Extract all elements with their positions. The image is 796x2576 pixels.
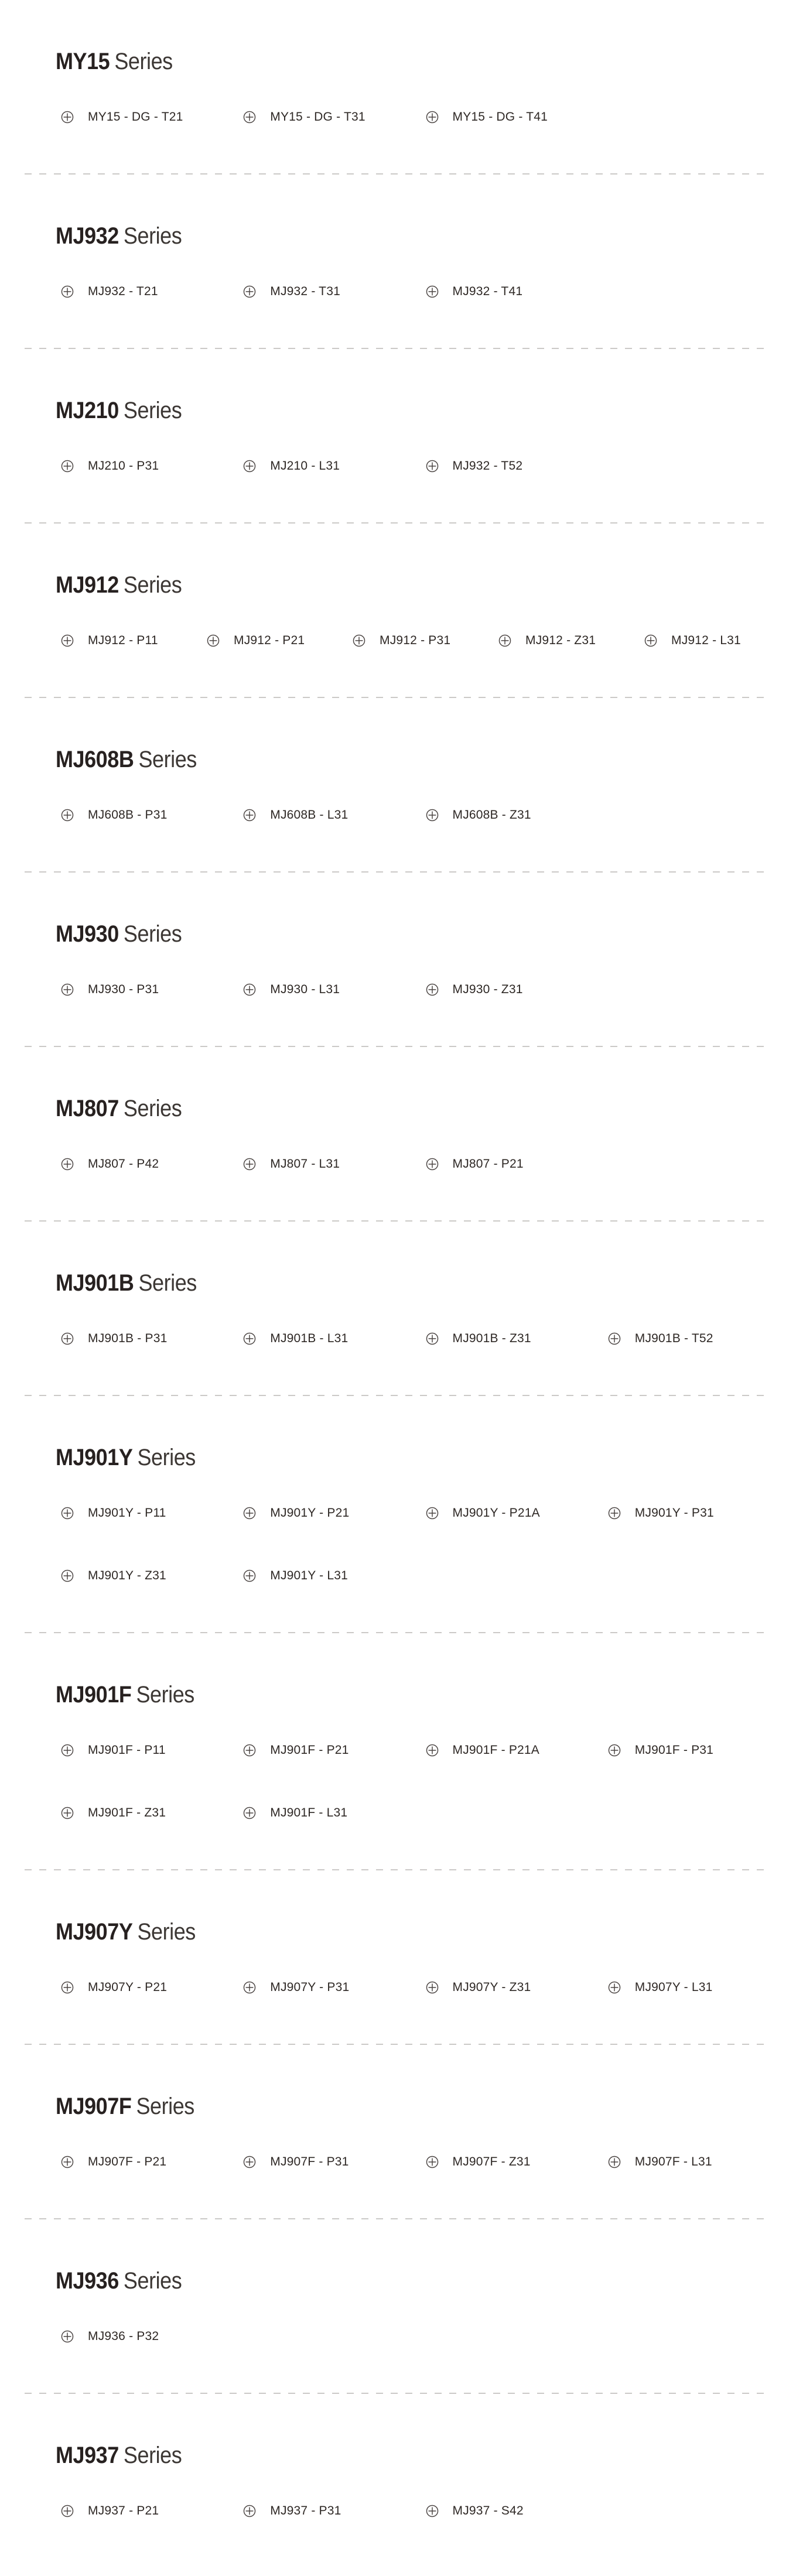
model-label: MJ907F - P21 [88,2155,167,2168]
model-link[interactable] [426,458,523,474]
model-link[interactable] [644,632,741,649]
model-link[interactable] [426,109,548,125]
model-label: MJ901B - P31 [88,1332,168,1345]
plus-circle-icon [426,983,439,996]
model-label: MJ901F - Z31 [88,1806,166,1819]
plus-circle-icon [243,285,256,298]
model-link[interactable] [426,2503,524,2519]
model-link[interactable] [608,1505,714,1521]
series-title-word: Series [123,1096,182,1121]
series-title-code: MJ930 [56,921,119,947]
plus-circle-icon [608,1981,621,1994]
plus-circle-icon [243,809,256,822]
series-title-code: MJ901Y [56,1445,133,1470]
series-section-content [0,698,796,871]
series-section [0,1396,796,1633]
model-label: MJ930 - Z31 [452,983,523,996]
series-items [61,1505,790,1584]
series-title-word: Series [136,2093,194,2119]
model-label: MJ901B - T52 [634,1332,713,1345]
model-label: MJ807 - P21 [452,1157,524,1171]
model-link[interactable] [243,1505,349,1521]
plus-circle-icon [243,1507,256,1520]
model-label: MY15 - DG - T41 [452,110,548,124]
series-title-word: Series [138,747,197,772]
plus-circle-icon [243,460,256,473]
series-title-code: MJ210 [56,398,119,423]
series-title [56,2442,717,2469]
series-title-code: MY15 [56,49,110,74]
series-title [56,1095,717,1122]
model-link[interactable] [243,109,365,125]
model-link[interactable] [608,1742,713,1759]
plus-circle-icon [61,285,74,298]
series-section [0,1870,796,2045]
series-title-code: MJ912 [56,572,119,598]
plus-circle-icon [243,1332,256,1345]
model-label: MJ912 - P21 [234,634,305,647]
plus-circle-icon [61,1981,74,1994]
series-items [61,2328,790,2345]
plus-circle-icon [426,1507,439,1520]
series-section-content [0,349,796,522]
plus-circle-icon [61,460,74,473]
plus-circle-icon [426,285,439,298]
series-section-content [0,1870,796,2044]
model-label: MJ807 - P42 [88,1157,159,1171]
series-title-code: MJ907F [56,2093,132,2119]
plus-circle-icon [243,1569,256,1582]
model-link[interactable] [243,1805,347,1821]
model-label: MJ901Y - L31 [270,1569,349,1582]
plus-circle-icon [61,634,74,647]
model-link[interactable] [608,1979,713,1996]
model-link[interactable] [426,807,531,823]
model-label: MJ912 - P11 [88,634,158,647]
model-link[interactable] [61,283,158,300]
model-label: MJ912 - Z31 [525,634,596,647]
model-link[interactable] [243,1742,349,1759]
model-label: MJ608B - P31 [88,808,168,822]
series-items [61,981,790,998]
model-label: MJ901B - Z31 [452,1332,531,1345]
series-title-code: MJ901B [56,1270,134,1296]
plus-circle-icon [426,1744,439,1757]
model-link[interactable] [61,1505,166,1521]
series-title [56,223,717,249]
plus-circle-icon [243,1807,256,1819]
plus-circle-icon [426,2156,439,2168]
plus-circle-icon [426,111,439,124]
model-link[interactable] [61,1742,166,1759]
model-label: MJ901Y - P21 [270,1506,350,1520]
plus-circle-icon [426,2505,439,2517]
model-link[interactable] [243,2503,341,2519]
model-label: MJ932 - T41 [452,285,523,298]
model-link[interactable] [61,1979,167,1996]
model-link[interactable] [426,283,523,300]
series-items [61,2154,790,2170]
plus-circle-icon [243,2505,256,2517]
plus-circle-icon [243,1744,256,1757]
series-section [0,349,796,524]
series-title-word: Series [114,49,173,74]
model-label: MJ901Y - P11 [88,1506,166,1520]
plus-circle-icon [61,1569,74,1582]
plus-circle-icon [426,1332,439,1345]
plus-circle-icon [608,1332,621,1345]
model-link[interactable] [61,981,159,998]
model-link[interactable] [426,1330,531,1347]
series-items [61,109,790,125]
plus-circle-icon [61,809,74,822]
plus-circle-icon [426,1158,439,1171]
model-label: MJ907F - Z31 [452,2155,531,2168]
series-section [0,175,796,349]
model-label: MJ912 - P31 [380,634,451,647]
series-items [61,1979,790,1996]
series-section-content [0,1396,796,1632]
series-title-word: Series [136,1682,194,1708]
series-title-code: MJ901F [56,1682,132,1708]
model-label: MJ608B - Z31 [452,808,531,822]
series-title-word: Series [138,1270,197,1296]
model-label: MJ901F - P21A [452,1743,539,1757]
series-section [0,1222,796,1396]
model-label: MJ901F - P21 [270,1743,349,1757]
series-section [0,698,796,873]
plus-circle-icon [498,634,511,647]
model-label: MJ901B - L31 [270,1332,349,1345]
model-link[interactable] [61,2154,166,2170]
series-title-word: Series [123,223,182,249]
plus-circle-icon [353,634,365,647]
series-title-word: Series [123,2442,182,2468]
series-section [0,873,796,1047]
series-title-code: MJ807 [56,1096,119,1121]
model-link[interactable] [61,458,159,474]
series-section [0,524,796,698]
model-label: MJ937 - P31 [270,2504,341,2517]
series-section [0,0,796,175]
model-link[interactable] [243,1330,348,1347]
model-link[interactable] [608,1330,713,1347]
series-section [0,1047,796,1222]
model-label: MJ901Y - P21A [452,1506,540,1520]
model-label: MJ608B - L31 [270,808,349,822]
model-label: MJ210 - P31 [88,459,159,473]
series-title [56,572,717,598]
model-label: MJ907Y - L31 [634,1980,713,1994]
series-section-content [0,2045,796,2218]
series-title-word: Series [123,2268,182,2294]
plus-circle-icon [243,983,256,996]
plus-circle-icon [61,1158,74,1171]
series-title-word: Series [123,921,182,947]
series-items [61,2503,790,2519]
series-items [61,807,790,823]
model-link[interactable] [243,1979,349,1996]
model-link[interactable] [353,632,450,649]
series-title [56,1918,717,1945]
series-section [0,2045,796,2219]
series-section-content [0,1222,796,1395]
series-title-word: Series [123,398,182,423]
plus-circle-icon [426,1981,439,1994]
series-section-content [0,2394,796,2567]
plus-circle-icon [61,1507,74,1520]
series-items [61,283,790,300]
plus-circle-icon [243,2156,256,2168]
model-label: MJ901Y - P31 [634,1506,714,1520]
plus-circle-icon [426,460,439,473]
model-label: MJ932 - T52 [452,459,523,473]
model-link[interactable] [61,2503,159,2519]
plus-circle-icon [608,2156,621,2168]
model-label: MJ907Y - Z31 [452,1980,531,1994]
model-link[interactable] [243,2154,349,2170]
model-label: MY15 - DG - T31 [270,110,365,124]
model-label: MJ210 - L31 [270,459,340,473]
model-label: MJ930 - P31 [88,983,159,996]
plus-circle-icon [61,2505,74,2517]
plus-circle-icon [61,983,74,996]
model-label: MJ930 - L31 [270,983,340,996]
model-link[interactable] [243,283,340,300]
series-section-content [0,1633,796,1869]
model-link[interactable] [207,632,305,649]
model-link[interactable] [426,1742,540,1759]
model-label: MJ937 - S42 [452,2504,524,2517]
series-section-content [0,1047,796,1220]
plus-circle-icon [608,1507,621,1520]
model-link[interactable] [61,1568,166,1584]
plus-circle-icon [243,1981,256,1994]
model-label: MJ936 - P32 [88,2329,159,2343]
model-link[interactable] [243,1156,340,1172]
model-link[interactable] [61,632,158,649]
plus-circle-icon [61,111,74,124]
model-link[interactable] [243,981,340,998]
series-title-code: MJ937 [56,2442,119,2468]
model-link[interactable] [243,807,348,823]
series-section-content [0,175,796,348]
series-title [56,921,717,947]
model-link[interactable] [61,1156,159,1172]
series-title [56,48,717,75]
series-section-content [0,2219,796,2393]
series-title [56,2267,717,2294]
series-section-content [0,0,796,173]
series-title [56,1270,717,1296]
series-section-content [0,524,796,697]
series-title-code: MJ907Y [56,1919,133,1945]
model-label: MJ901F - P11 [88,1743,166,1757]
series-items [61,1742,790,1821]
model-link[interactable] [61,109,183,125]
plus-circle-icon [61,1332,74,1345]
series-title [56,1444,717,1471]
plus-circle-icon [426,809,439,822]
series-title-word: Series [123,572,182,598]
model-label: MJ907Y - P31 [270,1980,350,1994]
series-title-code: MJ932 [56,223,119,249]
model-link[interactable] [243,1568,348,1584]
plus-circle-icon [644,634,657,647]
series-title-code: MJ936 [56,2268,119,2294]
series-items [61,458,790,474]
plus-circle-icon [243,111,256,124]
plus-circle-icon [61,1807,74,1819]
model-label: MJ901F - P31 [634,1743,714,1757]
plus-circle-icon [61,2156,74,2168]
model-label: MJ901Y - Z31 [88,1569,166,1582]
model-label: MY15 - DG - T21 [88,110,183,124]
model-label: MJ907Y - P21 [88,1980,168,1994]
plus-circle-icon [608,1744,621,1757]
model-label: MJ907F - P31 [270,2155,349,2168]
model-label: MJ932 - T21 [88,285,158,298]
model-link[interactable] [61,807,167,823]
series-title [56,1681,717,1708]
model-link[interactable] [61,2328,159,2345]
series-title-word: Series [137,1445,196,1470]
model-label: MJ932 - T31 [270,285,340,298]
series-section [0,2394,796,2567]
model-label: MJ901F - L31 [270,1806,348,1819]
model-link[interactable] [498,632,596,649]
series-items [61,632,790,649]
series-items [61,1156,790,1172]
series-title-code: MJ608B [56,747,134,772]
model-label: MJ912 - L31 [671,634,741,647]
model-link[interactable] [426,2154,531,2170]
model-link[interactable] [608,2154,712,2170]
model-link[interactable] [61,1805,166,1821]
model-link[interactable] [61,1330,167,1347]
plus-circle-icon [243,1158,256,1171]
model-link[interactable] [426,1156,524,1172]
model-link[interactable] [426,1505,540,1521]
series-items [61,1330,790,1347]
series-title [56,397,717,424]
model-link[interactable] [426,1979,531,1996]
plus-circle-icon [207,634,220,647]
series-title-word: Series [137,1919,196,1945]
series-title [56,746,717,773]
series-section [0,2219,796,2394]
plus-circle-icon [61,1744,74,1757]
series-section-content [0,873,796,1046]
model-link[interactable] [426,981,523,998]
model-label: MJ937 - P21 [88,2504,159,2517]
model-label: MJ807 - L31 [270,1157,340,1171]
model-link[interactable] [243,458,340,474]
plus-circle-icon [61,2330,74,2343]
model-label: MJ907F - L31 [634,2155,712,2168]
series-section [0,1633,796,1870]
series-title [56,2093,717,2120]
